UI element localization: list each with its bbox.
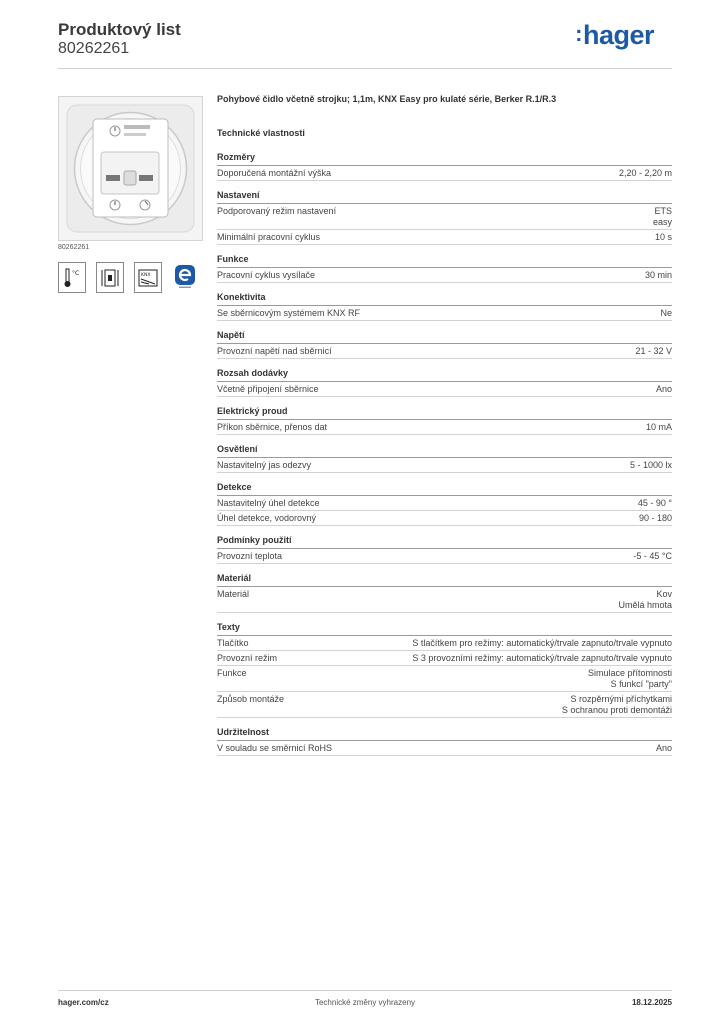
- spec-value-line: Ne: [660, 308, 672, 318]
- product-description: Pohybové čidlo včetně strojku; 1,1m, KNX Easy pro kulaté série, Berker R.1/R.3: [217, 94, 557, 104]
- article-number: 80262261: [58, 40, 130, 57]
- spec-value-line: 30 min: [644, 270, 672, 280]
- spec-label: Materiál: [217, 589, 250, 599]
- spec-group: [217, 727, 672, 756]
- spec-row: [217, 306, 672, 321]
- spec-value-line: S funkcí "party": [610, 679, 672, 689]
- image-caption: 80262261: [58, 244, 90, 251]
- spec-value: [638, 498, 672, 509]
- page-title: Produktový list: [58, 20, 181, 39]
- spec-group-title: Podmínky použití: [217, 535, 672, 549]
- spec-value-line: 45 - 90 °: [637, 498, 672, 508]
- spec-row: [217, 230, 672, 245]
- spec-group: [217, 535, 672, 564]
- spec-group-title: Osvětlení: [217, 444, 672, 458]
- flush-mount-icon: [96, 262, 124, 293]
- spec-value: [639, 513, 672, 524]
- spec-group: [217, 152, 672, 181]
- spec-group: [217, 573, 672, 613]
- spec-group-title: Nastavení: [217, 190, 672, 204]
- spec-group-title: Napětí: [217, 330, 672, 344]
- spec-label: Úhel detekce, vodorovný: [217, 513, 317, 523]
- spec-label: V souladu se směrnicí RoHS: [217, 743, 333, 753]
- spec-row: [217, 420, 672, 435]
- spec-row: [217, 204, 672, 230]
- spec-label: Podporovaný režim nastavení: [217, 206, 337, 216]
- spec-label: Pracovní cyklus vysílače: [217, 270, 316, 280]
- product-image-drawing: [59, 97, 202, 240]
- spec-label: Tlačítko: [217, 638, 249, 648]
- spec-value: [655, 232, 672, 243]
- spec-value: [562, 694, 672, 716]
- spec-groups: [217, 152, 672, 756]
- spec-row: [217, 166, 672, 181]
- spec-value-line: Ano: [655, 384, 672, 394]
- spec-group-title: Rozsah dodávky: [217, 368, 672, 382]
- easy-logo-icon: [172, 262, 198, 291]
- knx-rf-icon: [134, 262, 162, 293]
- spec-row: [217, 549, 672, 564]
- spec-value: [618, 589, 672, 611]
- spec-value-line: ETS: [654, 206, 672, 216]
- spec-value: [412, 653, 672, 664]
- spec-row: [217, 666, 672, 692]
- spec-group-title: Materiál: [217, 573, 672, 587]
- spec-label: Nastavitelný jas odezvy: [217, 460, 312, 470]
- spec-label: Doporučená montážní výška: [217, 168, 332, 178]
- feature-icons: [58, 262, 198, 293]
- spec-group: [217, 444, 672, 473]
- spec-value: [656, 384, 672, 395]
- spec-group: [217, 254, 672, 283]
- spec-value-line: 5 - 1000 lx: [629, 460, 672, 470]
- spec-value: [635, 346, 672, 357]
- spec-value-line: 10 s: [654, 232, 672, 242]
- spec-row: [217, 692, 672, 718]
- brand-logo-text: hager: [582, 20, 654, 50]
- spec-value-line: S ochranou proti demontáži: [561, 705, 672, 715]
- spec-value: [412, 638, 672, 649]
- spec-value-line: 2,20 - 2,20 m: [618, 168, 672, 178]
- spec-value: [633, 551, 672, 562]
- spec-value: [646, 422, 672, 433]
- spec-value: [588, 668, 672, 690]
- spec-group-title: Texty: [217, 622, 672, 636]
- spec-row: [217, 651, 672, 666]
- technical-content: [217, 94, 672, 765]
- spec-group-title: Funkce: [217, 254, 672, 268]
- spec-value: [619, 168, 672, 179]
- footer-divider: [58, 990, 672, 991]
- spec-group: [217, 330, 672, 359]
- spec-label: Způsob montáže: [217, 694, 285, 704]
- spec-label: Provozní teplota: [217, 551, 283, 561]
- spec-label: Provozní napětí nad sběrnicí: [217, 346, 332, 356]
- spec-row: [217, 636, 672, 651]
- spec-value: [630, 460, 672, 471]
- spec-value: [645, 270, 672, 281]
- spec-group: [217, 482, 672, 526]
- spec-value-line: Kov: [656, 589, 672, 599]
- spec-value: [660, 308, 672, 319]
- spec-group: [217, 622, 672, 718]
- spec-label: Včetně připojení sběrnice: [217, 384, 319, 394]
- spec-group: [217, 368, 672, 397]
- page-header: [58, 20, 672, 69]
- spec-label: Příkon sběrnice, přenos dat: [217, 422, 328, 432]
- spec-group: [217, 406, 672, 435]
- spec-value-line: S 3 provozními režimy: automatický/trvale zapnuto/trvale vypnuto: [412, 653, 672, 663]
- spec-value: [653, 206, 672, 228]
- brand-logo: :hager: [575, 20, 654, 50]
- product-image: [58, 96, 203, 241]
- spec-label: Funkce: [217, 668, 247, 678]
- spec-value-line: 10 mA: [645, 422, 672, 432]
- spec-value: [656, 743, 672, 754]
- footer-date: 18.12.2025: [631, 998, 672, 1007]
- spec-value-line: Ano: [655, 743, 672, 753]
- spec-group-title: Udržitelnost: [217, 727, 672, 741]
- spec-group-title: Elektrický proud: [217, 406, 672, 420]
- spec-row: [217, 382, 672, 397]
- spec-row: [217, 268, 672, 283]
- spec-group-title: Detekce: [217, 482, 672, 496]
- spec-label: Se sběrnicovým systémem KNX RF: [217, 308, 361, 318]
- spec-group-title: Rozměry: [217, 152, 672, 166]
- footer-website[interactable]: hager.com/cz: [58, 998, 109, 1007]
- technical-heading: Technické vlastnosti: [217, 128, 305, 138]
- spec-value-line: 90 - 180: [638, 513, 672, 523]
- spec-value-line: Simulace přítomnosti: [587, 668, 672, 678]
- spec-row: [217, 511, 672, 526]
- spec-label: Minimální pracovní cyklus: [217, 232, 321, 242]
- spec-label: Provozní režim: [217, 653, 278, 663]
- spec-group-title: Konektivita: [217, 292, 672, 306]
- spec-row: [217, 458, 672, 473]
- spec-value-line: 21 - 32 V: [635, 346, 672, 356]
- spec-value-line: -5 - 45 °C: [633, 551, 672, 561]
- spec-row: [217, 496, 672, 511]
- svg-text:KNX: KNX: [141, 272, 151, 278]
- spec-row: [217, 741, 672, 756]
- spec-value-line: S rozpěrnými příchytkami: [570, 694, 672, 704]
- spec-value-line: S tlačítkem pro režimy: automatický/trvale zapnuto/trvale vypnuto: [412, 638, 672, 648]
- spec-row: [217, 344, 672, 359]
- thermometer-celsius-icon: [58, 262, 86, 293]
- spec-group: [217, 292, 672, 321]
- spec-group: [217, 190, 672, 245]
- footer-note: Technické změny vyhrazeny: [314, 998, 416, 1007]
- svg-text:°C: °C: [72, 269, 80, 277]
- spec-row: [217, 587, 672, 613]
- spec-value-line: easy: [652, 217, 672, 227]
- spec-label: Nastavitelný úhel detekce: [217, 498, 320, 508]
- spec-value-line: Umělá hmota: [618, 600, 672, 610]
